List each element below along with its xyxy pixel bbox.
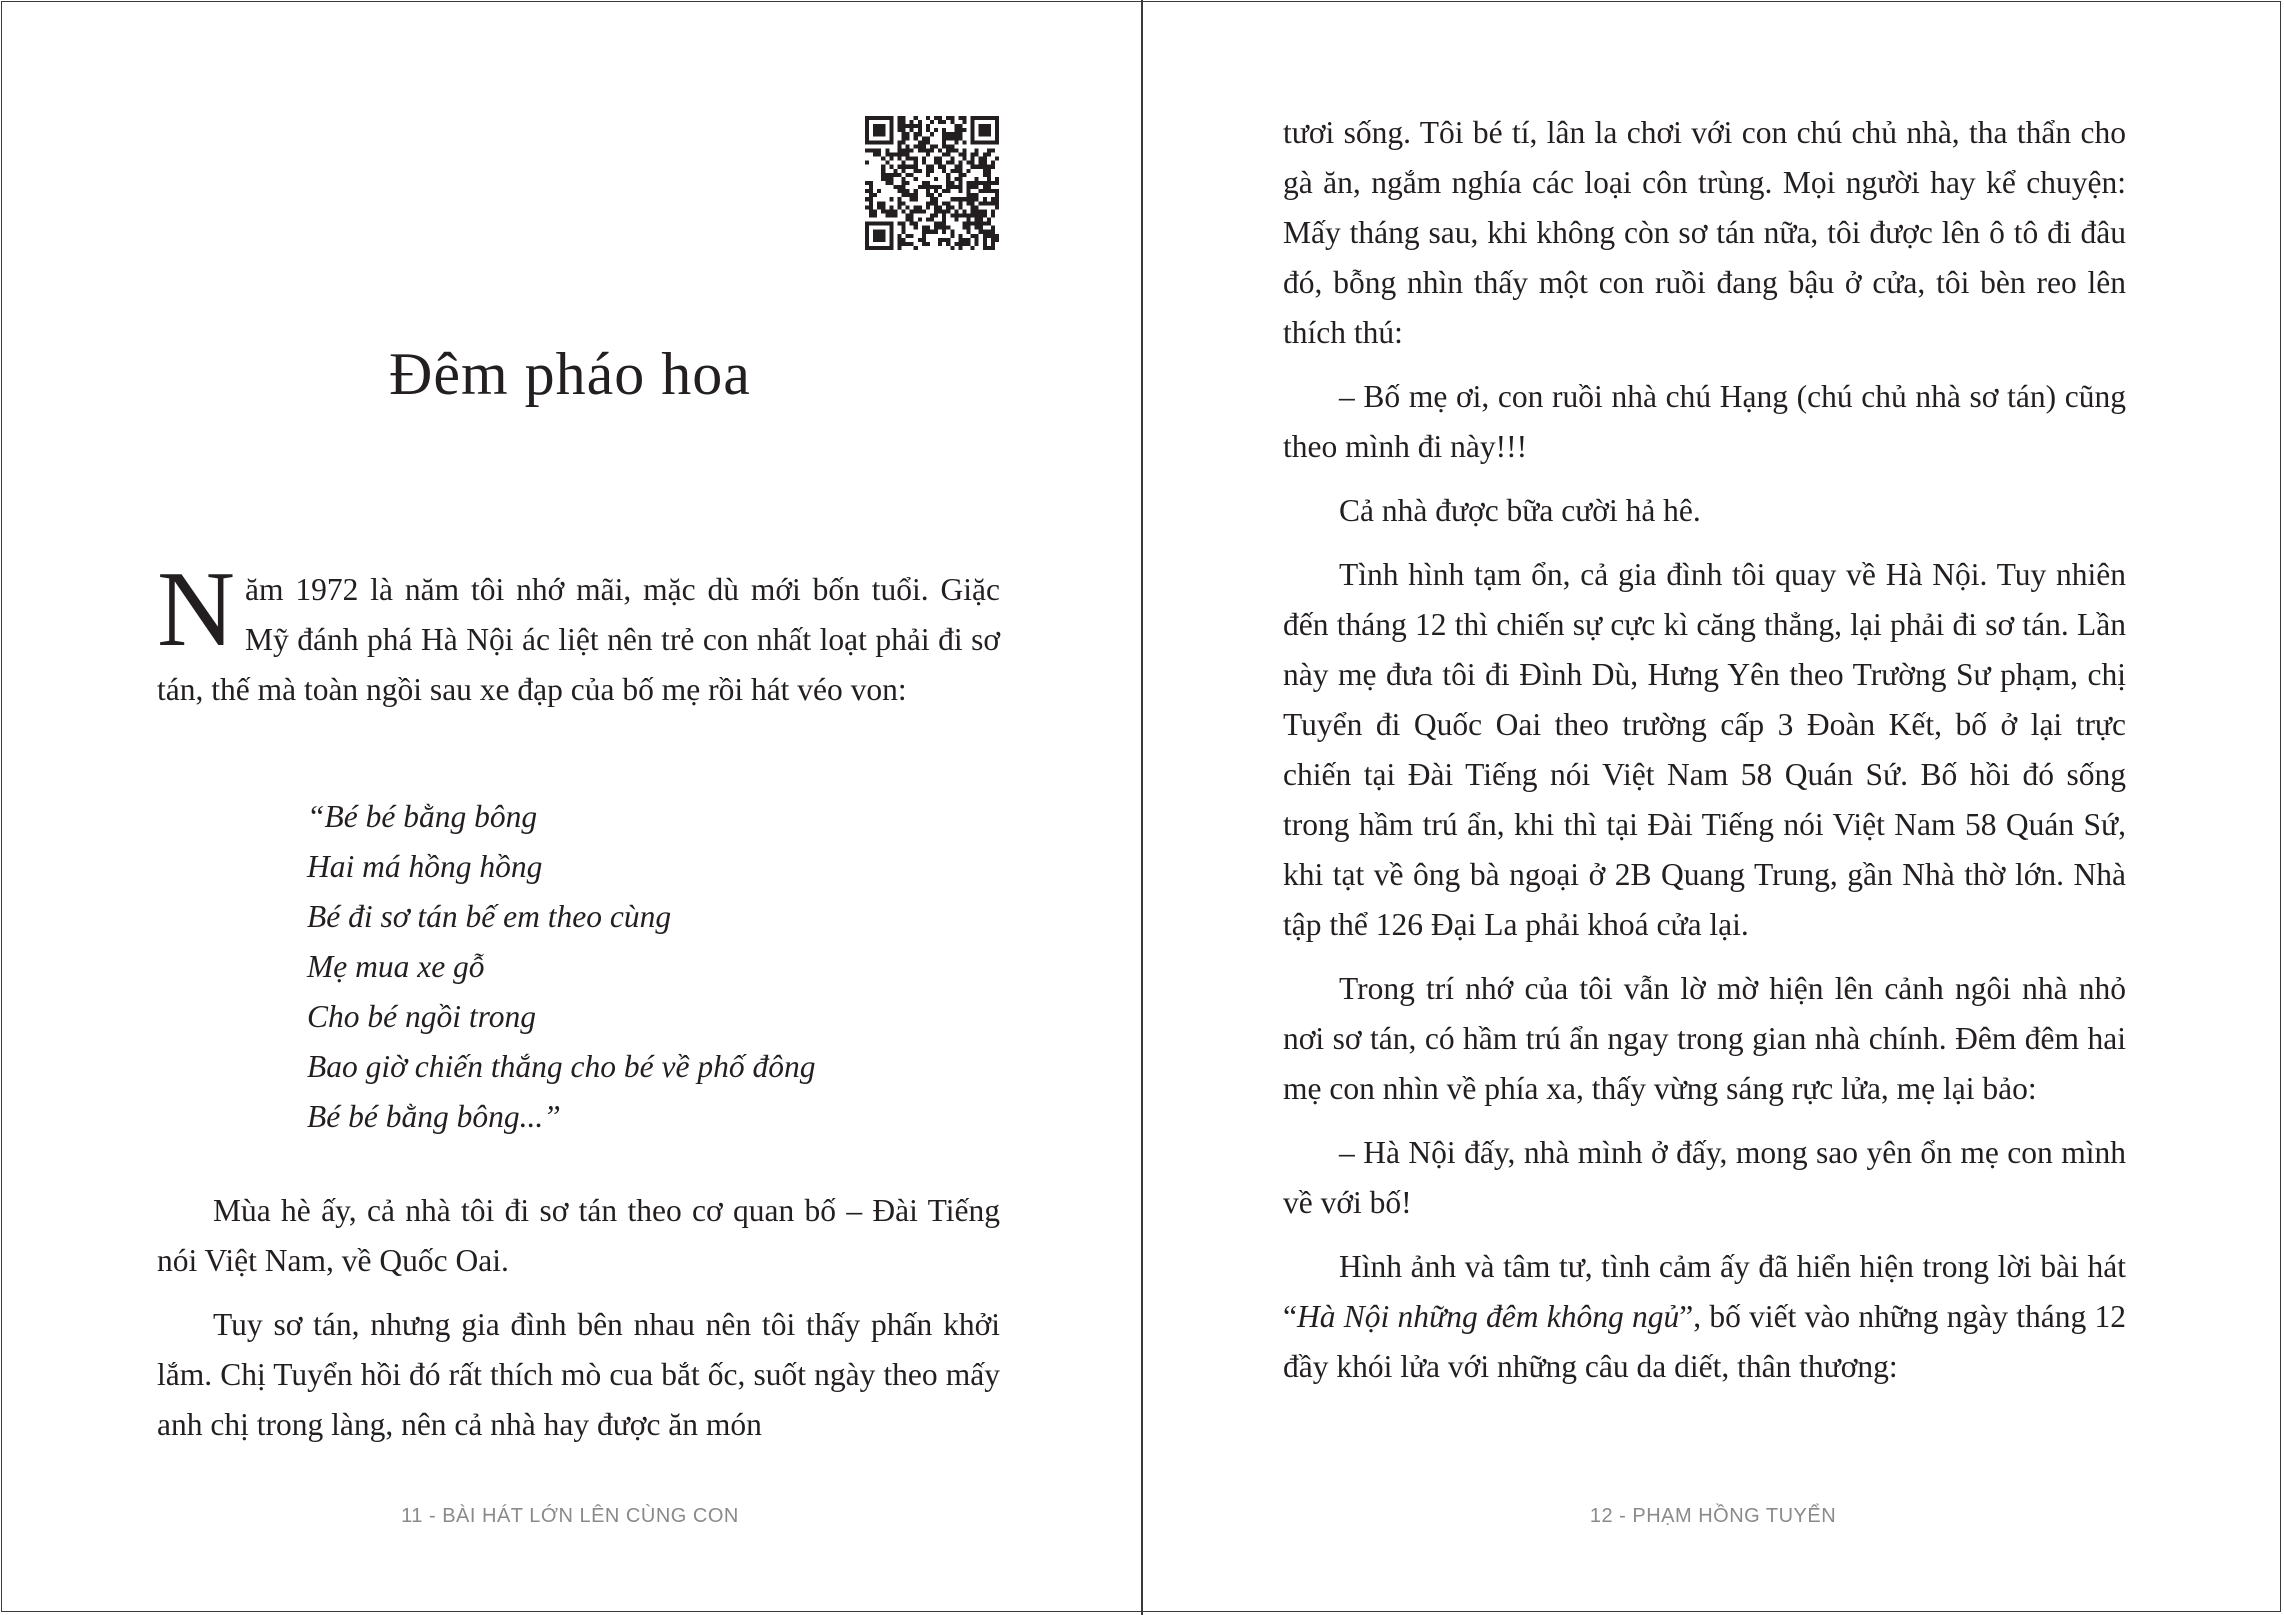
page-footer-left: 11 - BÀI HÁT LỚN LÊN CÙNG CON xyxy=(401,1505,739,1527)
paragraph: Tình hình tạm ổn, cả gia đình tôi quay về Hà Nội. Tuy nhiên đến tháng 12 thì chiến sự cực kì căng thẳng, lại phải đi sơ tán. Lần này mẹ đưa tôi đi Đình Dù, Hưng Yên theo Trường Sư phạm, chị Tuyển đi Quốc Oai theo trường cấp 3 Đoàn Kết, bố ở lại trực chiến tại Đài Tiếng nói Việt Nam 58 Quán Sứ. Bố hồi đó sống trong hầm trú ẩn, khi thì tại Đài Tiếng nói Việt Nam 58 Quán Sứ, khi tạt về ông bà ngoại ở 2B Quang Trung, gần Nhà thờ lớn. Nhà tập thể 126 Đại La phải khoá cửa lại. xyxy=(1283,557,2126,942)
song-title: Hà Nội những đêm không ngủ xyxy=(1296,1299,1680,1334)
paragraph-text: ”, bố viết vào những ngày tháng 12 đầy khói lửa với những câu da diết, thân thương: xyxy=(1283,1299,2127,1384)
verse-line: Bao giờ chiến thắng cho bé về phố đông xyxy=(307,1049,816,1084)
verse-line: Hai má hồng hồng xyxy=(307,849,543,884)
paragraph: Mùa hè ấy, cả nhà tôi đi sơ tán theo cơ quan bố – Đài Tiếng nói Việt Nam, về Quốc Oai. xyxy=(157,1193,1000,1278)
verse-line: “Bé bé bằng bông xyxy=(307,799,538,834)
verse-line: Cho bé ngồi trong xyxy=(307,999,536,1034)
verse-line: Mẹ mua xe gỗ xyxy=(307,949,485,984)
intro-paragraph xyxy=(157,550,1000,715)
intro-text: ăm 1972 là năm tôi nhớ mãi, mặc dù mới bốn tuổi. Giặc Mỹ đánh phá Hà Nội ác liệt nên trẻ con nhất loạt phải đi sơ tán, thế mà toàn ngồi sau xe đạp của bố mẹ rồi hát véo von: xyxy=(157,572,1000,707)
paragraph-text: Hình ảnh và tâm tư, tình cảm ấy đã hiển hiện trong lời bài hát “ xyxy=(1283,1249,2126,1334)
qr-code-icon xyxy=(865,116,999,250)
left-page xyxy=(0,0,1141,1615)
paragraph: tươi sống. Tôi bé tí, lân la chơi với con chú chủ nhà, tha thẩn cho gà ăn, ngắm nghía các loại côn trùng. Mọi người hay kể chuyện: Mấy tháng sau, khi không còn sơ tán nữa, tôi được lên ô tô đi đâu đó, bỗng nhìn thấy một con ruồi đang bậu ở cửa, tôi bèn reo lên thích thú: xyxy=(1283,115,2126,350)
paragraph: Tuy sơ tán, nhưng gia đình bên nhau nên tôi thấy phấn khởi lắm. Chị Tuyển hồi đó rất thích mò cua bắt ốc, suốt ngày theo mấy anh chị trong làng, nên cả nhà hay được ăn món xyxy=(157,1307,1000,1442)
verse-line: Bé đi sơ tán bế em theo cùng xyxy=(307,899,672,934)
chapter-title: Đêm pháo hoa xyxy=(389,341,751,407)
page-footer-right: 12 - PHẠM HỒNG TUYỂN xyxy=(1589,1505,1837,1527)
drop-cap: N xyxy=(157,550,235,669)
paragraph: Trong trí nhớ của tôi vẫn lờ mờ hiện lên cảnh ngôi nhà nhỏ nơi sơ tán, có hầm trú ẩn ngay trong gian nhà chính. Đêm đêm hai mẹ con nhìn về phía xa, thấy vừng sáng rực lửa, mẹ lại bảo: xyxy=(1283,971,2126,1106)
paragraph: – Bố mẹ ơi, con ruồi nhà chú Hạng (chú chủ nhà sơ tán) cũng theo mình đi này!!! xyxy=(1283,379,2126,464)
verse-line: Bé bé bằng bông...” xyxy=(307,1099,561,1134)
right-body-text xyxy=(1283,108,2126,1392)
paragraph: – Hà Nội đấy, nhà mình ở đấy, mong sao yên ổn mẹ con mình về với bố! xyxy=(1283,1135,2126,1220)
paragraph: Cả nhà được bữa cười hả hê. xyxy=(1339,493,1701,528)
song-verse xyxy=(307,792,1007,1142)
paragraph xyxy=(1283,1242,2126,1392)
left-body-text xyxy=(157,1186,1000,1450)
